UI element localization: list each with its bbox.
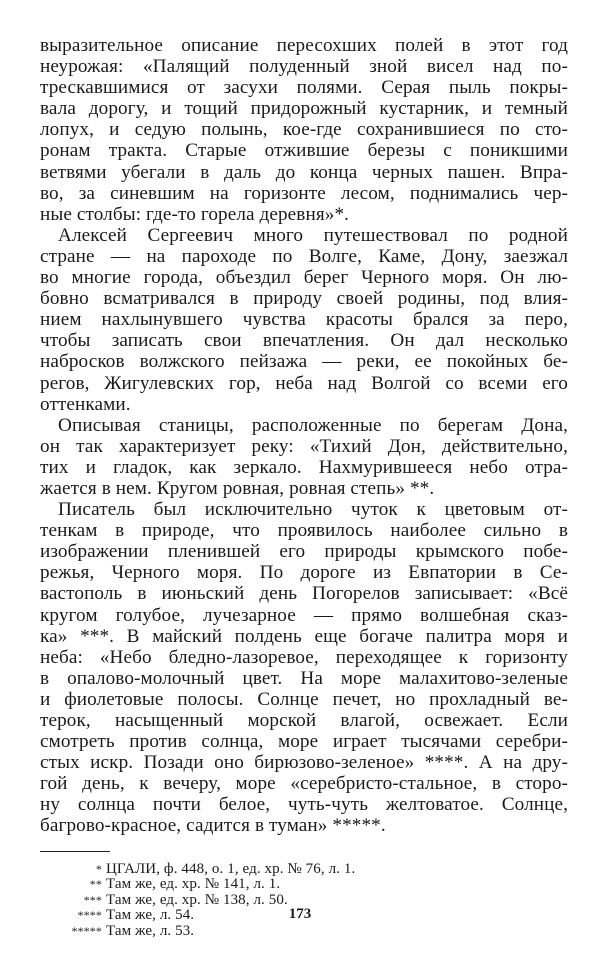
footnote-text: Там же, ед. хр. № 138, л. 50. (106, 891, 288, 908)
footnote (40, 877, 568, 893)
text-line: терок, насыщенный морской влагой, освежает. Если (40, 710, 568, 731)
text-line: Писатель был исключительно чуток к цветовым от- (58, 499, 568, 521)
text-line: чтобы записать свои впечатления. Он дал несколько (40, 330, 568, 352)
text-line: неурожая: «Палящий полуденный зной висел над по- (40, 56, 568, 78)
text-line: режья, Черного моря. По дороге из Евпатории в Се- (40, 562, 568, 584)
footnote-mark: * (95, 861, 102, 876)
footnote-text: Там же, ед. хр. № 141, л. 1. (106, 876, 281, 893)
text-line: ронам тракта. Старые отжившие березы с поникшими (40, 140, 568, 162)
footnote-mark: *** (83, 892, 102, 907)
text-line: ка» ***. В майский полдень еще богаче палитра моря и (40, 625, 568, 647)
paragraph (40, 225, 568, 415)
text-line: тих и гладок, как зеркало. Нахмурившееся небо отра- (40, 456, 568, 478)
text-line: во многие города, объездил берег Черного моря. Он лю- (40, 267, 568, 289)
text-line: он так характеризует реку: «Тихий Дон, действительно, (40, 435, 568, 457)
page-body (40, 35, 568, 939)
footnote-text: Там же, л. 54. (106, 907, 195, 924)
text-line: неба: «Небо бледно-лазоревое, переходящее к горизонту (40, 646, 568, 668)
text-line: вастополь в июньский день Погорелов записывает: «Всё (40, 583, 568, 605)
text-line: стых искр. Позади оно бирюзово-зеленое» ****. А на дру- (40, 752, 568, 774)
main-text (40, 35, 568, 837)
text-line: гой день, к вечеру, море «серебристо-стальное, в сторо- (40, 773, 568, 795)
footnotes (40, 862, 568, 940)
footnote (40, 924, 568, 940)
footnote-mark: ** (89, 877, 102, 892)
paragraph (40, 35, 568, 225)
page-number: 173 (288, 906, 312, 922)
text-line: тенкам в природе, что проявилось наиболее сильно в (40, 520, 568, 542)
text-line: и фиолетовые полосы. Солнце печет, но прохладный ве- (40, 688, 568, 710)
text-line: Описывая станицы, расположенные по берегам Дона, (58, 414, 568, 436)
text-line: оттенками. (40, 393, 131, 415)
text-line: смотреть против солнца, море играет тысячами серебри- (40, 731, 568, 753)
text-line: выразительное описание пересохших полей в этот год (40, 35, 568, 56)
text-line: Алексей Сергеевич много путешествовал по родной (58, 224, 568, 246)
text-line: трескавшимися от засухи полями. Серая пыль покры- (40, 77, 568, 99)
footnote-text: ЦГАЛИ, ф. 448, о. 1, ед. хр. № 76, л. 1. (106, 860, 356, 877)
text-line: стране — на пароходе по Волге, Каме, Дону, заезжал (40, 245, 568, 267)
footnote-text: Там же, л. 53. (106, 922, 195, 939)
text-line: жается в нем. Кругом ровная, ровная степь» **. (40, 477, 435, 499)
text-line: ные столбы: где-то горела деревня»*. (40, 203, 350, 225)
footnote (40, 862, 568, 878)
footnote-mark: **** (77, 908, 102, 923)
text-line: регов, Жигулевских гор, неба над Волгой со всеми его (40, 372, 568, 394)
text-line: ветвями убегали в даль до конца черных пашен. Впра- (40, 161, 568, 183)
paragraph (40, 499, 568, 837)
text-line: лопух, и седую полынь, кое-где сохранившиеся по сто- (40, 119, 568, 141)
footnote-mark: ***** (71, 923, 102, 938)
paragraph (40, 415, 568, 499)
footnote-divider (40, 851, 110, 852)
text-line: в опалово-молочный цвет. На море малахитово-зеленые (40, 667, 568, 689)
text-line: кругом голубое, лучезарное — прямо волшебная сказ- (40, 604, 568, 626)
text-line: набросков волжского пейзажа — реки, ее покойных бе- (40, 351, 568, 373)
text-line: изображении пленившей его природы крымского побе- (40, 541, 568, 563)
text-line: вала дорогу, и тощий придорожный кустарник, и темный (40, 98, 568, 120)
text-line: багрово-красное, садится в туман» *****. (40, 815, 386, 837)
text-line: бовно всматривался в природу своей родины, под влия- (40, 288, 568, 310)
text-line: ну солнца почти белое, чуть-чуть желтоватое. Солнце, (40, 794, 568, 816)
text-line: нием нахлынувшего чувства красоты брался за перо, (40, 309, 568, 331)
text-line: во, за синевшим на горизонте лесом, поднимались чер- (40, 182, 568, 204)
